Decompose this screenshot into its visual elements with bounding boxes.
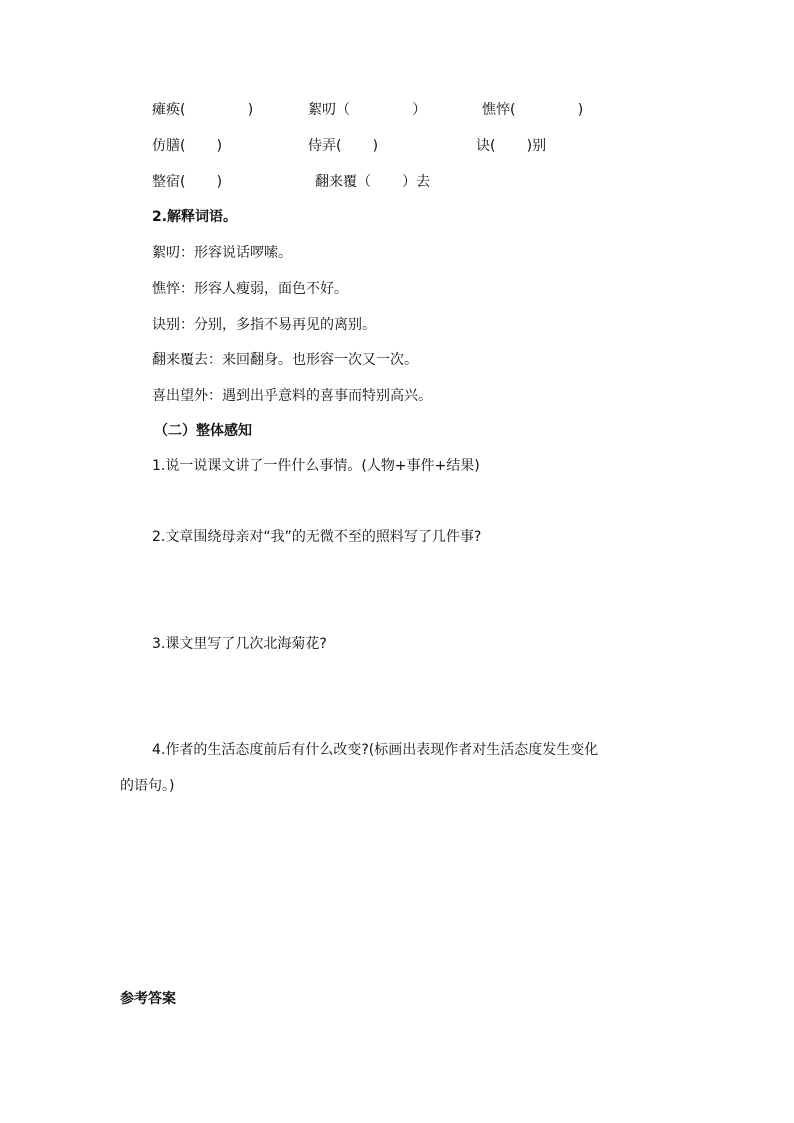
section-heading-overall: （二）整体感知: [154, 423, 252, 439]
pinyin-item: 侍弄( ): [308, 138, 379, 154]
question-4-continued: 的语句。): [120, 778, 175, 794]
pinyin-item: 絮叨（ ）: [308, 102, 427, 118]
definition-line: 絮叨：形容说话啰嗦。: [152, 245, 292, 261]
section-heading-vocab: 2.解释词语。: [152, 209, 238, 225]
definition-line: 诀别：分别，多指不易再见的离别。: [152, 317, 376, 333]
definition-line: 翻来覆去：来回翻身。也形容一次又一次。: [152, 352, 418, 368]
question-1: 1.说一说课文讲了一件什么事情。(人物+事件+结果): [152, 458, 480, 474]
pinyin-item: 诀( )别: [476, 138, 547, 154]
answer-heading: 参考答案: [120, 991, 176, 1007]
pinyin-item: 瘫痪( ): [152, 102, 254, 118]
pinyin-item: 翻来覆（ ）去: [315, 174, 431, 190]
question-4: 4.作者的生活态度前后有什么改变?(标画出表现作者对生活态度发生变化: [152, 742, 599, 758]
pinyin-item: 憔悴( ): [482, 102, 584, 118]
definition-line: 憔悴：形容人瘦弱，面色不好。: [152, 281, 348, 297]
question-2: 2.文章围绕母亲对“我”的无微不至的照料写了几件事?: [152, 529, 482, 545]
pinyin-item: 整宿( ): [152, 174, 223, 190]
pinyin-item: 仿膳( ): [152, 138, 223, 154]
question-3: 3.课文里写了几次北海菊花?: [152, 636, 327, 652]
definition-line: 喜出望外：遇到出乎意料的喜事而特别高兴。: [152, 388, 432, 404]
